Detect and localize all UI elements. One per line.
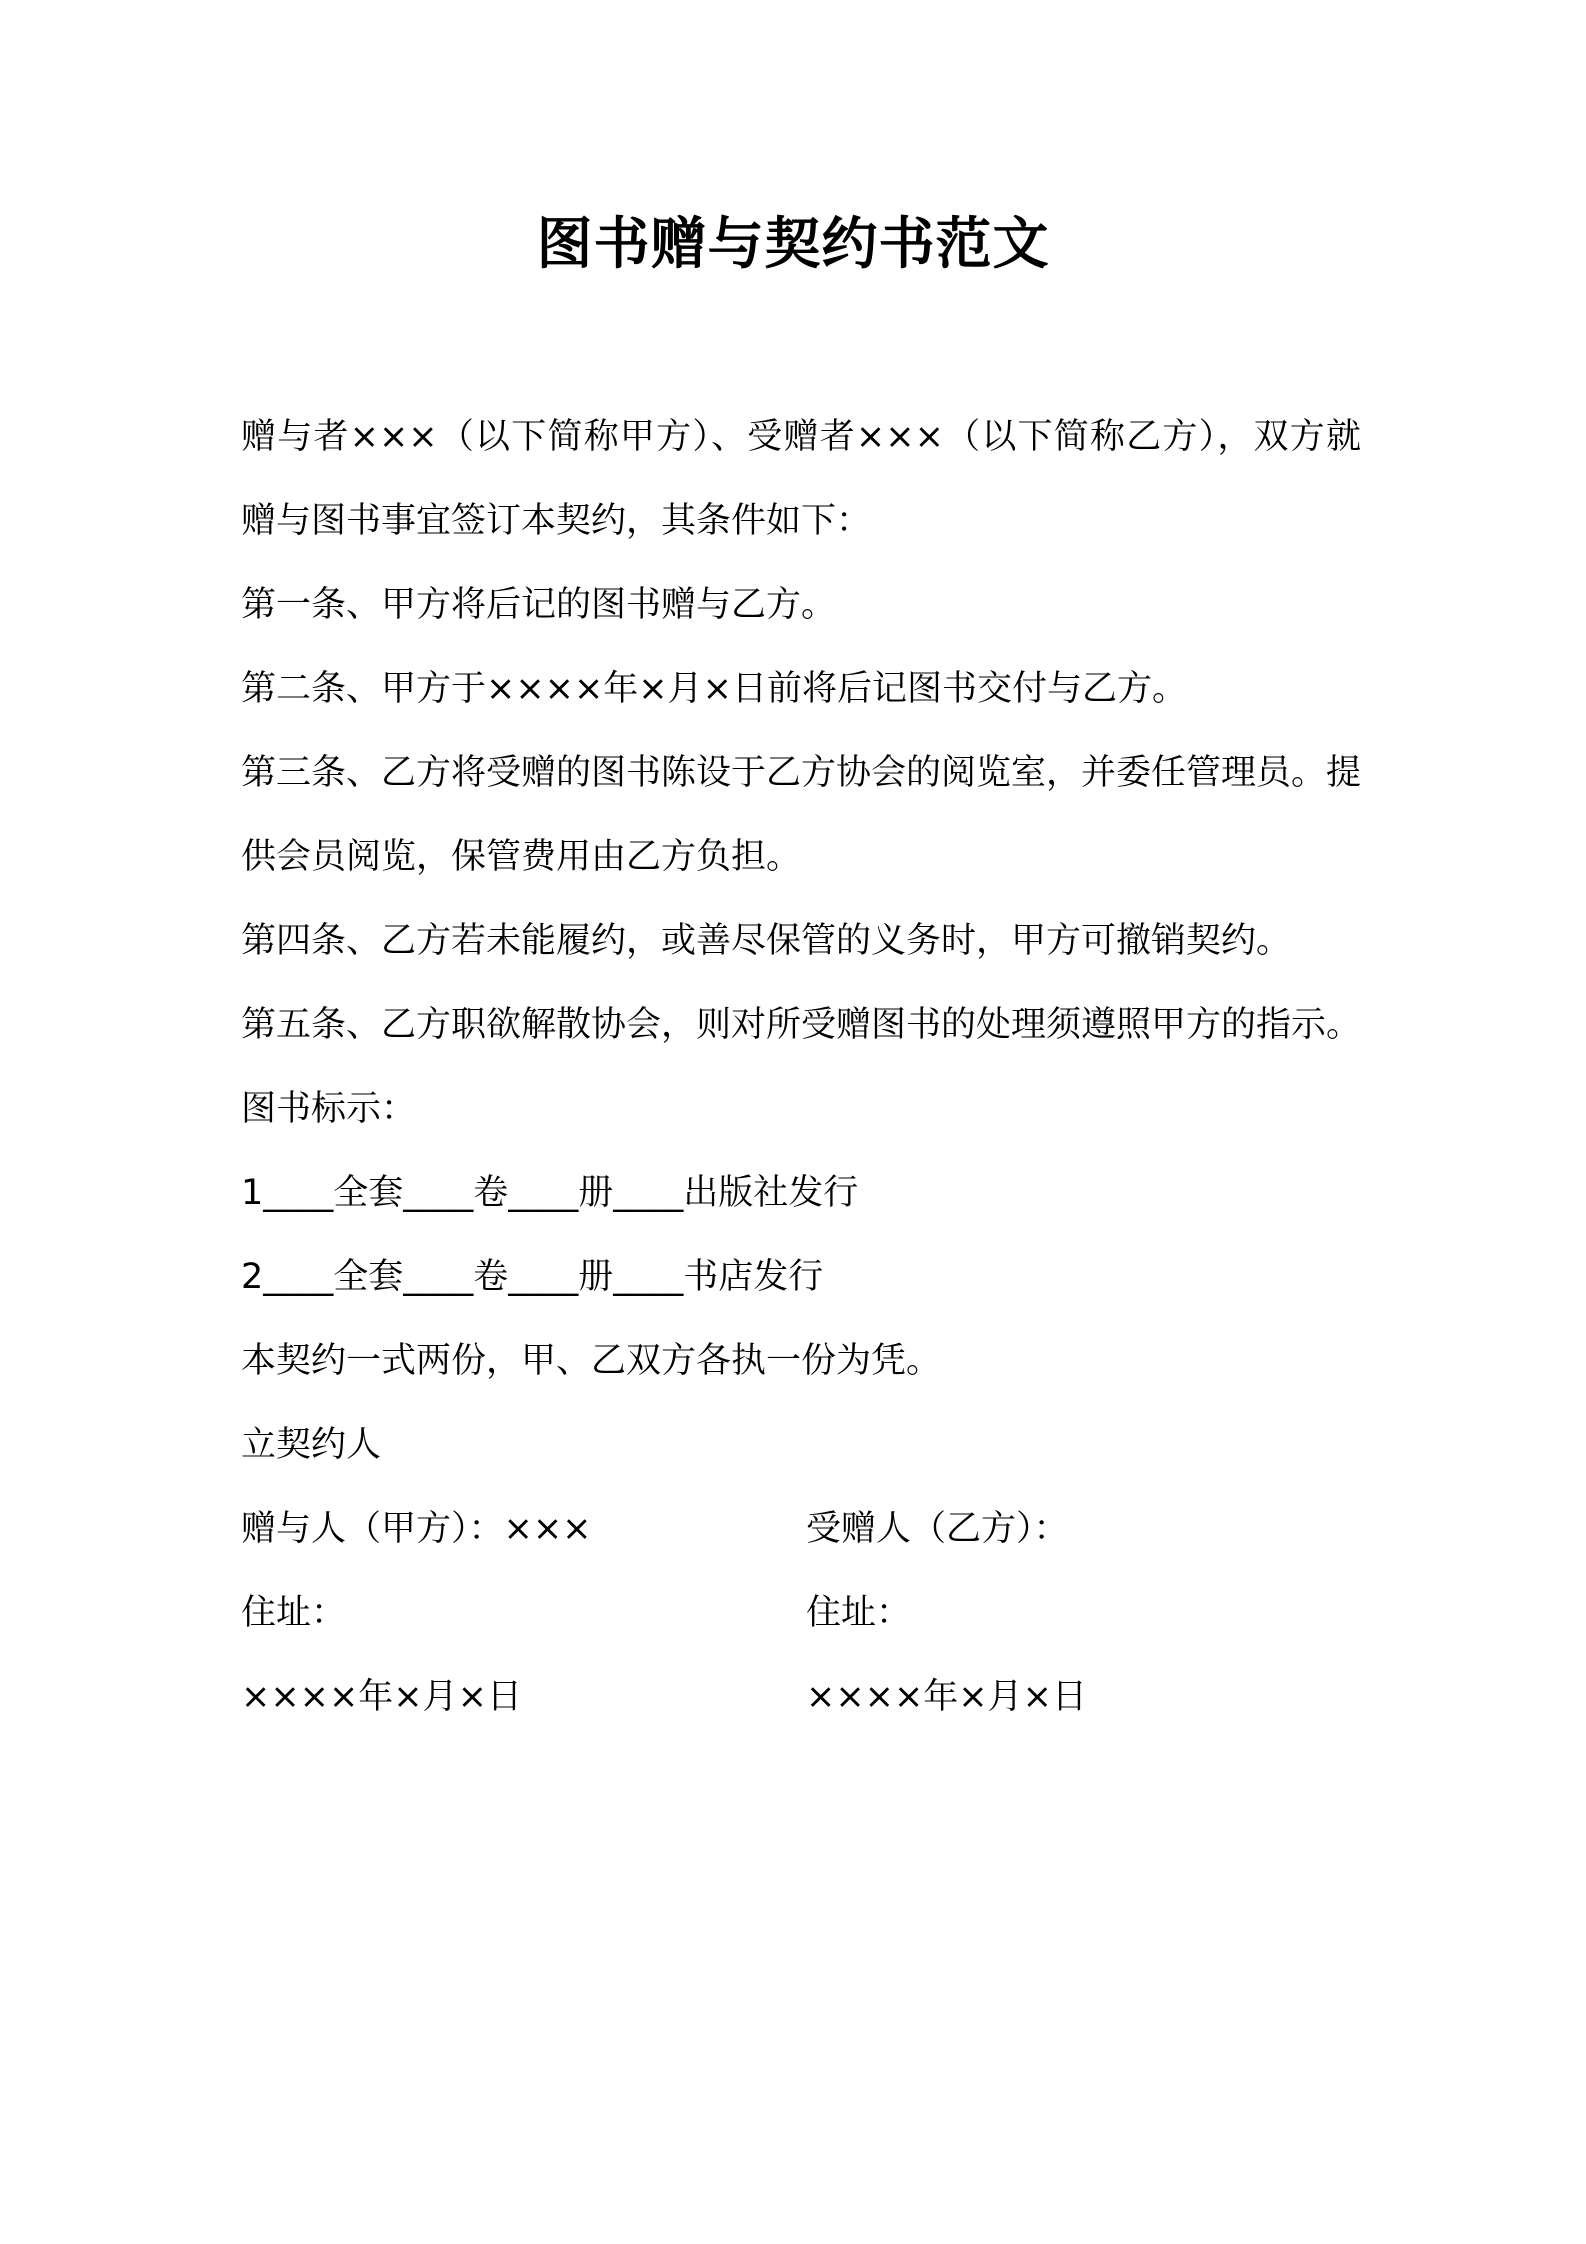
document-body [241, 395, 1361, 1739]
copies-clause: 本契约一式两份，甲、乙双方各执一份为凭。 [241, 1341, 942, 1381]
party-b-label: 受赠人（乙方）： [806, 1509, 1069, 1549]
signature-name-row [241, 1487, 1361, 1571]
article-4: 第四条、乙方若未能履约，或善尽保管的义务时，甲方可撤销契约。 [241, 921, 1292, 961]
books-heading: 图书标示： [241, 1089, 417, 1129]
signatories-heading: 立契约人 [241, 1425, 382, 1465]
book-line-2: 2____全套____卷____册____书店发行 [241, 1257, 824, 1297]
book-line-1: 1____全套____卷____册____出版社发行 [241, 1173, 859, 1213]
article-3: 第三条、乙方将受赠的图书陈设于乙方协会的阅览室，并委任管理员。提供会员阅览，保管费用由乙方负担。 [241, 753, 1362, 877]
document-title: 图书赠与契约书范文 [536, 212, 1050, 277]
article-5: 第五条、乙方职欲解散协会，则对所受赠图书的处理须遵照甲方的指示。 [241, 1005, 1362, 1045]
signature-date-row [241, 1655, 1361, 1739]
party-a-label: 赠与人（甲方）：××× [241, 1509, 592, 1549]
signature-address-row [241, 1571, 1361, 1655]
party-a-date: ××××年×月×日 [241, 1677, 522, 1717]
article-1: 第一条、甲方将后记的图书赠与乙方。 [241, 585, 837, 625]
party-b-address: 住址： [806, 1593, 912, 1633]
intro-paragraph: 赠与者×××（以下简称甲方）、受赠者×××（以下简称乙方），双方就赠与图书事宜签订本契约，其条件如下： [241, 417, 1361, 541]
article-2: 第二条、甲方于××××年×月×日前将后记图书交付与乙方。 [241, 669, 1187, 709]
party-a-address: 住址： [241, 1593, 347, 1633]
party-b-date: ××××年×月×日 [806, 1677, 1087, 1717]
